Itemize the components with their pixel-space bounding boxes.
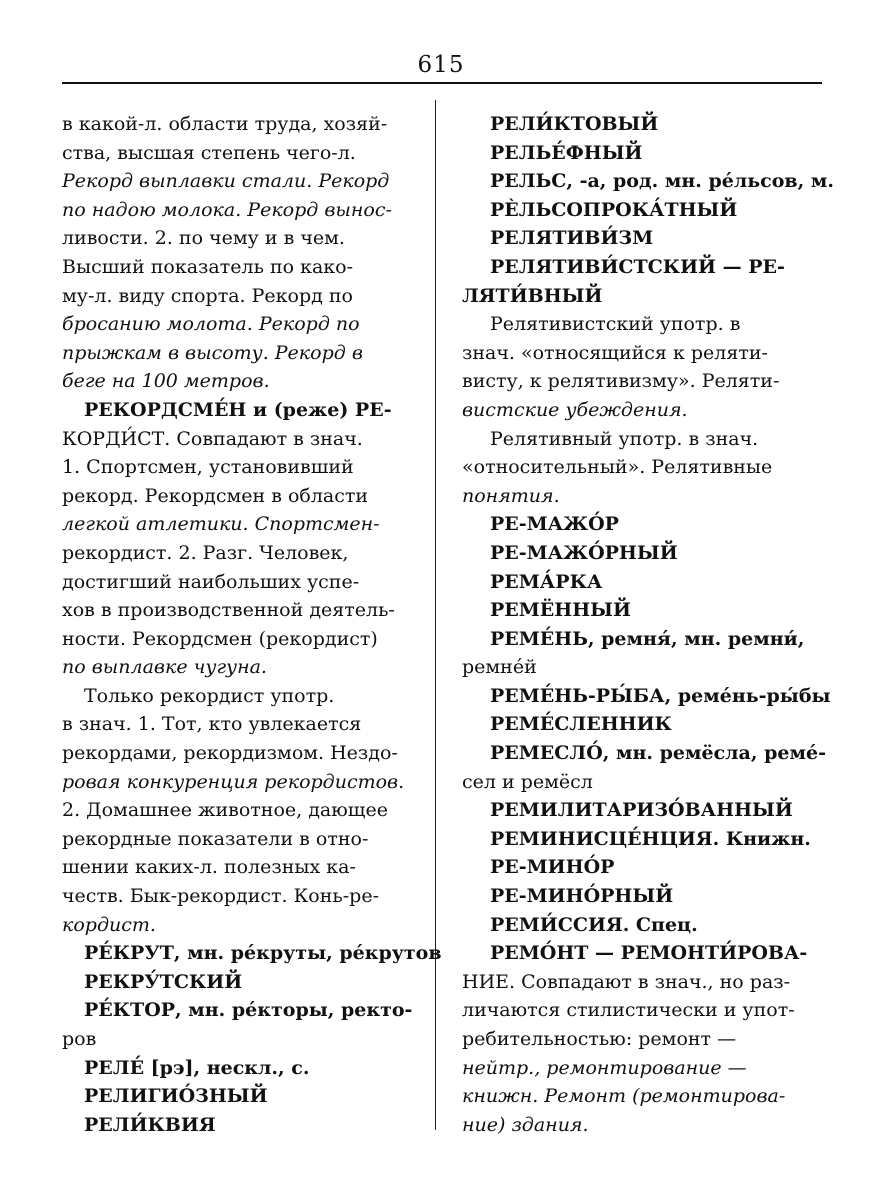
text-line: рекордные показатели в отно- <box>62 827 369 850</box>
right-column <box>462 110 834 1139</box>
text-line: бросанию молота. Рекорд по <box>62 313 360 336</box>
text-line: Только рекордист употр. <box>84 684 335 707</box>
entry-headword: РЕЛИГИО́ЗНЫЙ <box>84 1085 268 1108</box>
entry-headword: РЕКРУ́ТСКИЙ <box>84 970 243 993</box>
text-line: личаются стилистически и упот- <box>462 999 795 1022</box>
text-line: ливости. 2. по чему и в чем. <box>62 227 345 250</box>
text-line: ства, высшая степень чего-л. <box>62 141 356 164</box>
text-line: ремне́й <box>462 656 537 679</box>
text-line: прыжкам в высоту. Рекорд в <box>62 341 363 364</box>
text-line: вистские убеждения. <box>462 398 688 421</box>
text-line: по выплавке чугуна. <box>62 656 267 679</box>
entry-headword: РЕМИЛИТАРИЗО́ВАННЫЙ <box>490 799 793 822</box>
text-line: знач. «относящийся к реляти- <box>462 341 768 364</box>
text-line: честв. Бык-рекордист. Конь-ре- <box>62 885 379 908</box>
text-line: шении каких-л. полезных ка- <box>62 856 356 879</box>
text-line: «относительный». Релятивные <box>462 456 773 479</box>
entry-headword: РЕМЕ́НЬ-РЫ́БА, реме́нь-ры́бы <box>490 684 831 707</box>
entry-headword: РЕМЕ́СЛЕННИК <box>490 713 672 736</box>
text-line: 2. Домашнее животное, дающее <box>62 799 388 822</box>
text-line: сел и ремёсл <box>462 770 593 793</box>
entry-headword: РЕ́КРУТ, мн. ре́круты, ре́крутов <box>84 942 442 965</box>
text-line: рекордами, рекордизмом. Нездо- <box>62 742 398 765</box>
entry-headword: РЕМЕСЛО́, мн. ремёсла, реме́- <box>490 742 826 765</box>
text-line: ние) здания. <box>462 1113 589 1136</box>
text-line: хов в производственной деятель- <box>62 599 395 622</box>
entry-headword: РЕЛЯТИВИ́ЗМ <box>490 227 654 250</box>
text-line: му-л. виду спорта. Рекорд по <box>62 284 353 307</box>
text-line: в знач. 1. Тот, кто увлекается <box>62 713 362 736</box>
text-line: ЛЯТИ́ВНЫЙ <box>462 284 603 307</box>
entry-headword: РЕ-МАЖО́РНЫЙ <box>490 541 678 564</box>
entry-headword: РЕЛЬЕ́ФНЫЙ <box>490 141 643 164</box>
text-line: по надою молока. Рекорд вынос- <box>62 198 392 221</box>
text-line: Высший показатель по како- <box>62 255 354 278</box>
page-number: 615 <box>417 52 465 78</box>
entry-headword: РЕМИНИСЦЕ́НЦИЯ. Книжн. <box>490 827 811 850</box>
text-line: ровая конкуренция рекордистов. <box>62 770 405 793</box>
text-line: рекорд. Рекордсмен в области <box>62 484 369 507</box>
left-column <box>62 110 442 1139</box>
text-line: ров <box>62 1028 97 1050</box>
entry-headword: РЕМЕ́НЬ, ремня́, мн. ремни́, <box>490 627 805 650</box>
text-line: ребительностью: ремонт — <box>462 1028 737 1050</box>
text-line: понятия. <box>462 484 560 507</box>
header-rule <box>62 82 822 84</box>
text-line: Релятивистский употр. в <box>490 313 741 336</box>
entry-headword: РЕ-МИНО́Р <box>490 856 615 879</box>
entry-headword: РЕКОРДСМЕ́Н и (реже) РЕ- <box>84 398 392 421</box>
entry-headword: РЕМЁННЫЙ <box>490 599 631 622</box>
text-line: Релятивный употр. в знач. <box>490 427 759 450</box>
text-line: НИЕ. Совпадают в знач., но раз- <box>462 970 791 993</box>
entry-headword: РЕЛЯТИВИ́СТСКИЙ — РЕ- <box>490 255 785 278</box>
text-line: беге на 100 метров. <box>62 370 270 393</box>
column-divider <box>435 100 436 1130</box>
text-line: рекордист. 2. Разг. Человек, <box>62 541 349 564</box>
text-line: КОРДИ́СТ. Совпадают в знач. <box>62 427 363 450</box>
text-line: в какой-л. области труда, хозяй- <box>62 113 388 135</box>
text-line: легкой атлетики. Спортсмен- <box>62 513 380 536</box>
text-line: ности. Рекордсмен (рекордист) <box>62 627 378 650</box>
entry-headword: РЕ-МИНО́РНЫЙ <box>490 885 674 908</box>
entry-headword: РЕЛЕ́ [рэ], нескл., с. <box>84 1056 310 1079</box>
entry-headword: РЕ-МАЖО́Р <box>490 513 619 536</box>
entry-headword: РЕЛИ́КВИЯ <box>84 1113 216 1136</box>
entry-headword: РЕЛЬС, -а, род. мн. ре́льсов, м. <box>490 170 834 193</box>
text-line: нейтр., ремонтирование — <box>462 1056 747 1079</box>
entry-headword: РЀЛЬСОПРОКА́ТНЫЙ <box>490 198 738 221</box>
entry-headword: РЕМО́НТ — РЕМОНТИ́РОВА- <box>490 942 808 965</box>
text-line: кордист. <box>62 913 156 936</box>
text-line: Рекорд выплавки стали. Рекорд <box>62 170 390 193</box>
entry-headword: РЕМА́РКА <box>490 570 603 593</box>
text-line: достигший наибольших успе- <box>62 570 360 593</box>
text-line: висту, к релятивизму». Реляти- <box>462 370 780 393</box>
entry-headword: РЕЛИ́КТОВЫЙ <box>490 113 659 135</box>
text-line: 1. Спортсмен, установивший <box>62 456 354 479</box>
text-line: книжн. Ремонт (ремонтирова- <box>462 1085 786 1108</box>
entry-headword: РЕМИ́ССИЯ. Спец. <box>490 913 698 936</box>
entry-headword: РЕ́КТОР, мн. ре́кторы, ректо- <box>84 999 413 1022</box>
